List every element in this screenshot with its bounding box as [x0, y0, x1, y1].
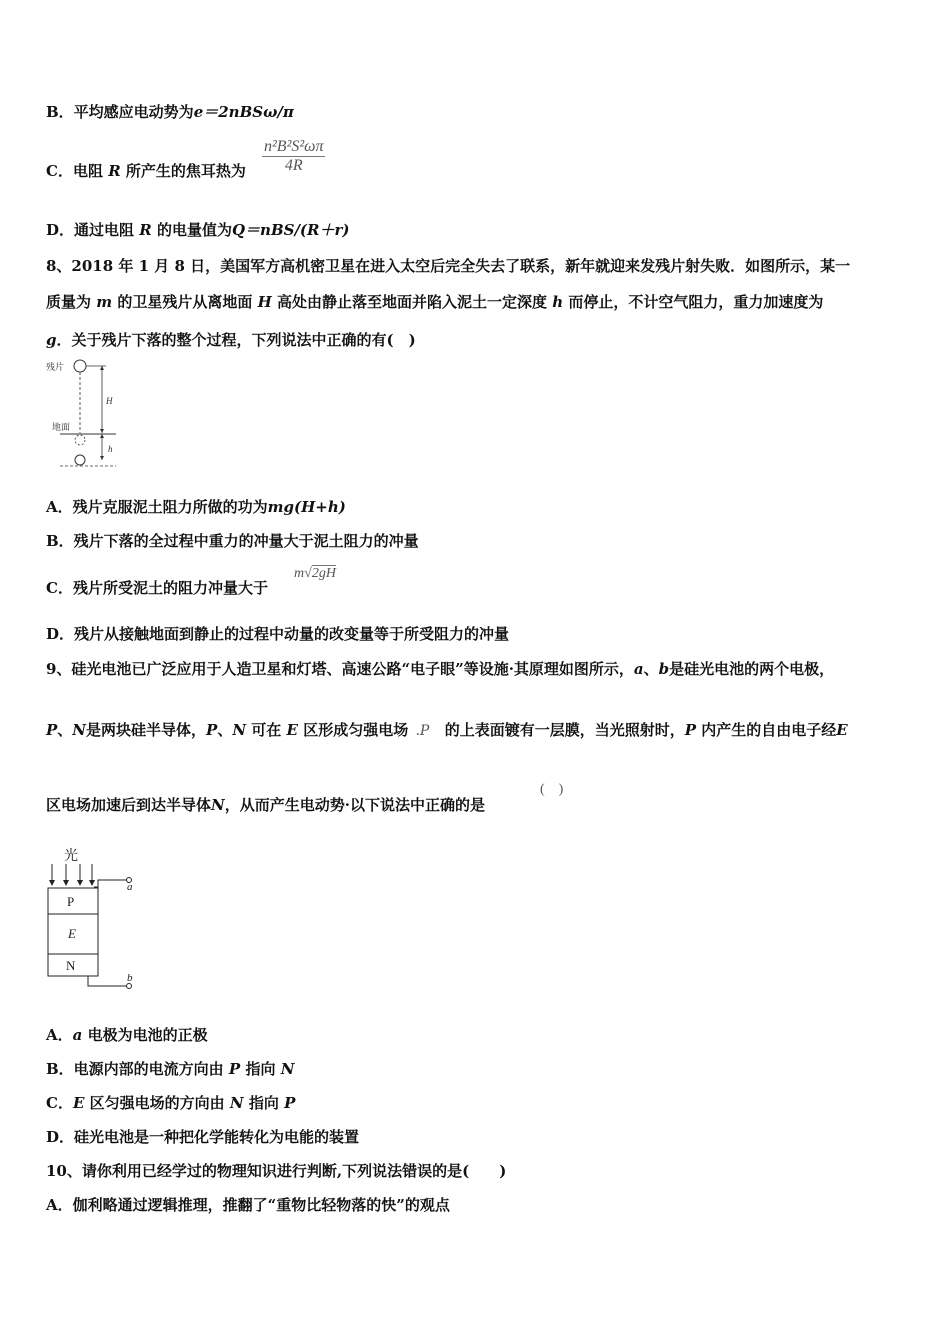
q9-stem-line1: 9、硅光电池已广泛应用于人造卫星和灯塔、高速公路“电子眼”等设施·其原理如图所示，a、b是硅光电池的两个电极， — [46, 660, 835, 678]
q8-c-formula: m√2gH — [294, 566, 336, 581]
q8-fig-fragment-label: 残片 — [46, 362, 65, 372]
q8-option-a: A．残片克服泥土阻力所做的功为mg(H+h) — [46, 498, 346, 516]
q8-option-c: C．残片所受泥土的阻力冲量大于 — [46, 579, 268, 597]
q9-option-b: B．电源内部的电流方向由 P 指向 N — [46, 1060, 295, 1078]
q7-option-d: D．通过电阻 R 的电量值为Q＝nBS/(R＋r) — [46, 221, 350, 239]
q8-option-b: B．残片下落的全过程中重力的冲量大于泥土阻力的冲量 — [46, 532, 419, 550]
q9-fig-E-label: E — [68, 926, 76, 941]
q8-fig-h-label: h — [108, 444, 113, 454]
q9-stem-line3: 区电场加速后到达半导体N，从而产生电动势·以下说法中正确的是 — [46, 796, 485, 814]
q9-fig-P-label: P — [67, 894, 75, 909]
q7-option-b: B．平均感应电动势为e＝2nBSω/π — [46, 103, 294, 121]
q10-option-a: A．伽利略通过逻辑推理，推翻了“重物比轻物落的快”的观点 — [46, 1196, 450, 1214]
q9-inline-P: .P — [415, 723, 430, 739]
q9-option-a: A．a 电极为电池的正极 — [46, 1026, 208, 1044]
q8-option-d: D．残片从接触地面到静止的过程中动量的改变量等于所受阻力的冲量 — [46, 625, 510, 643]
q9-fig-N-label: N — [66, 958, 76, 973]
q9-fig-a-label: a — [127, 881, 133, 893]
q7-c-formula: $\frac{\text{n²B²S²ωπ}}{4R}$ — [264, 138, 324, 174]
q9-fig-light-label: 光 — [64, 849, 78, 864]
q7-option-c: C．电阻 R 所产生的焦耳热为 — [46, 162, 246, 180]
q8-fig-fragment-top — [74, 360, 86, 372]
q9-option-c: C．E 区匀强电场的方向由 N 指向 P — [46, 1094, 296, 1112]
q9-stem-line2: P、N是两块硅半导体，P、N 可在 E 区形成匀强电场 .P 的上表面镀有一层膜，当光照射时，P 内产生的自由电子经E — [46, 721, 848, 739]
q9-answer-paren: ( ) — [540, 782, 564, 797]
q9-fig-b-label: b — [127, 972, 133, 984]
q8-stem-line3: g．关于残片下落的整个过程，下列说法中正确的有( ) — [46, 331, 416, 349]
q10-stem: 10、请你利用已经学过的物理知识进行判断,下列说法错误的是( ) — [46, 1162, 507, 1180]
q9-option-d: D．硅光电池是一种把化学能转化为电能的装置 — [46, 1128, 360, 1146]
q8-fig-ground-label: 地面 — [52, 422, 71, 432]
q8-fig-fragment-bottom — [75, 455, 85, 465]
q9-figure — [44, 844, 144, 994]
q8-figure — [44, 356, 134, 474]
q8-stem-line2: 质量为 m 的卫星残片从离地面 H 高处由静止落至地面并陷入泥土一定深度 h 而停止，不计空气阻力，重力加速度为 — [46, 293, 824, 311]
q8-stem-line1: 8、2018 年 1 月 8 日，美国军方高机密卫星在进入太空后完全失去了联系，新年就迎来发残片射失败．如图所示，某一 — [46, 257, 851, 275]
q8-fig-H-label: H — [106, 396, 113, 406]
